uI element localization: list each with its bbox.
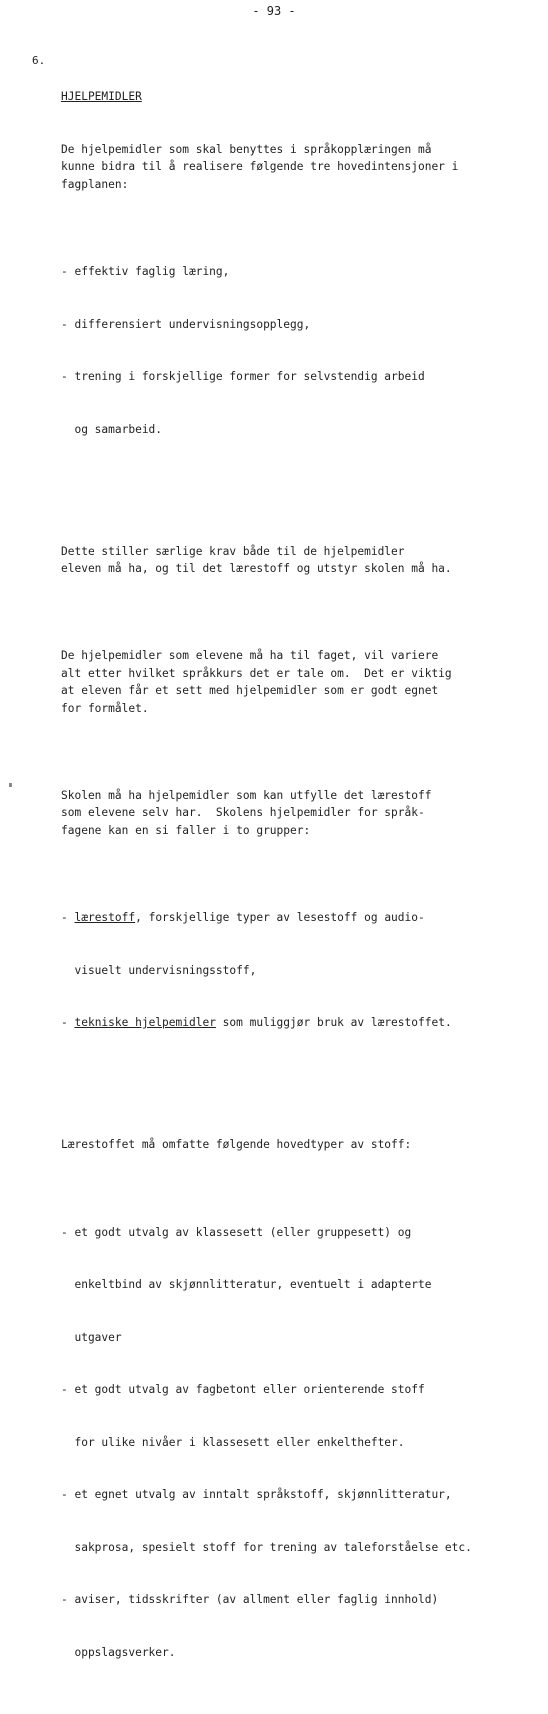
text-line: Dette stiller særlige krav både til de hjelpemidler [61, 544, 405, 558]
paragraph-school-aids [61, 787, 541, 840]
text-line: for formålet. [61, 701, 149, 715]
section-heading [61, 88, 541, 106]
page-number: - 93 - [252, 4, 296, 18]
text-line: Skolen må ha hjelpemidler som kan utfylle det lærestoff [61, 788, 432, 802]
list-item: - et godt utvalg av fagbetont eller orienterende stoff [61, 1383, 425, 1396]
intro-paragraph [61, 141, 541, 194]
text-line: kunne bidra til å realisere følgende tre hovedintensjoner i [61, 160, 459, 173]
list-item: - effektiv faglig læring, [61, 265, 230, 278]
material-types-list [61, 1189, 541, 1697]
heading-text: HJELPEMIDLER [61, 90, 142, 103]
list-item: - aviser, tidsskrifter (av allment eller faglig innhold) [61, 1593, 439, 1606]
paragraph-requirements [61, 543, 541, 578]
list-item: utgaver [61, 1330, 122, 1344]
term-tekniske-hjelpemidler: tekniske hjelpemidler [74, 1016, 216, 1029]
text-line: De hjelpemidler som skal benyttes i språkopplæringen må [61, 142, 432, 156]
text-line: eleven må ha, og til det lærestoff og utstyr skolen må ha. [61, 562, 452, 575]
list-dash: - [61, 1016, 75, 1029]
text-line: som elevene selv har. Skolens hjelpemidler for språk- [61, 806, 425, 819]
list-item: - et godt utvalg av klassesett (eller gruppesett) og [61, 1225, 412, 1239]
text-line: De hjelpemidler som elevene må ha til faget, vil variere [61, 649, 439, 662]
text-line: fagplanen: [61, 177, 129, 191]
text-line: at eleven får et sett med hjelpemidler som er godt egnet [61, 684, 439, 697]
paragraph-pupil-aids [61, 647, 541, 717]
list-item: oppslagsverker. [61, 1645, 176, 1659]
scan-mark [9, 783, 12, 787]
list-item: for ulike nivåer i klassesett eller enkelthefter. [61, 1435, 405, 1449]
list-dash: - [61, 911, 75, 924]
groups-list [61, 874, 541, 1067]
list-item-continuation: visuelt undervisningsstoff, [61, 963, 257, 977]
list-item: - trening i forskjellige former for selvstendig arbeid [61, 370, 425, 383]
text-line: Lærestoffet må omfatte følgende hovedtyper av stoff: [61, 1138, 412, 1151]
intentions-list [61, 228, 541, 473]
paragraph-material-types [61, 1136, 541, 1154]
text-line: fagene kan en si faller i to grupper: [61, 823, 311, 837]
list-item [61, 909, 541, 927]
term-laerestoff: lærestoff [74, 911, 136, 924]
list-item: enkeltbind av skjønnlitteratur, eventuelt i adapterte [61, 1278, 432, 1291]
text-line: alt etter hvilket språkkurs det er tale om. Det er viktig [61, 666, 452, 680]
section-number: 6. [32, 54, 46, 67]
list-item: og samarbeid. [61, 422, 163, 436]
term-description: , forskjellige typer av lesestoff og audio- [135, 911, 425, 924]
term-description: som muliggjør bruk av lærestoffet. [215, 1016, 452, 1029]
list-item: sakprosa, spesielt stoff for trening av taleforståelse etc. [61, 1540, 472, 1554]
document-body [61, 53, 541, 1714]
list-item: - differensiert undervisningsopplegg, [61, 317, 311, 331]
list-item: - et egnet utvalg av inntalt språkstoff, skjønnlitteratur, [61, 1488, 452, 1501]
list-item [61, 1014, 541, 1032]
